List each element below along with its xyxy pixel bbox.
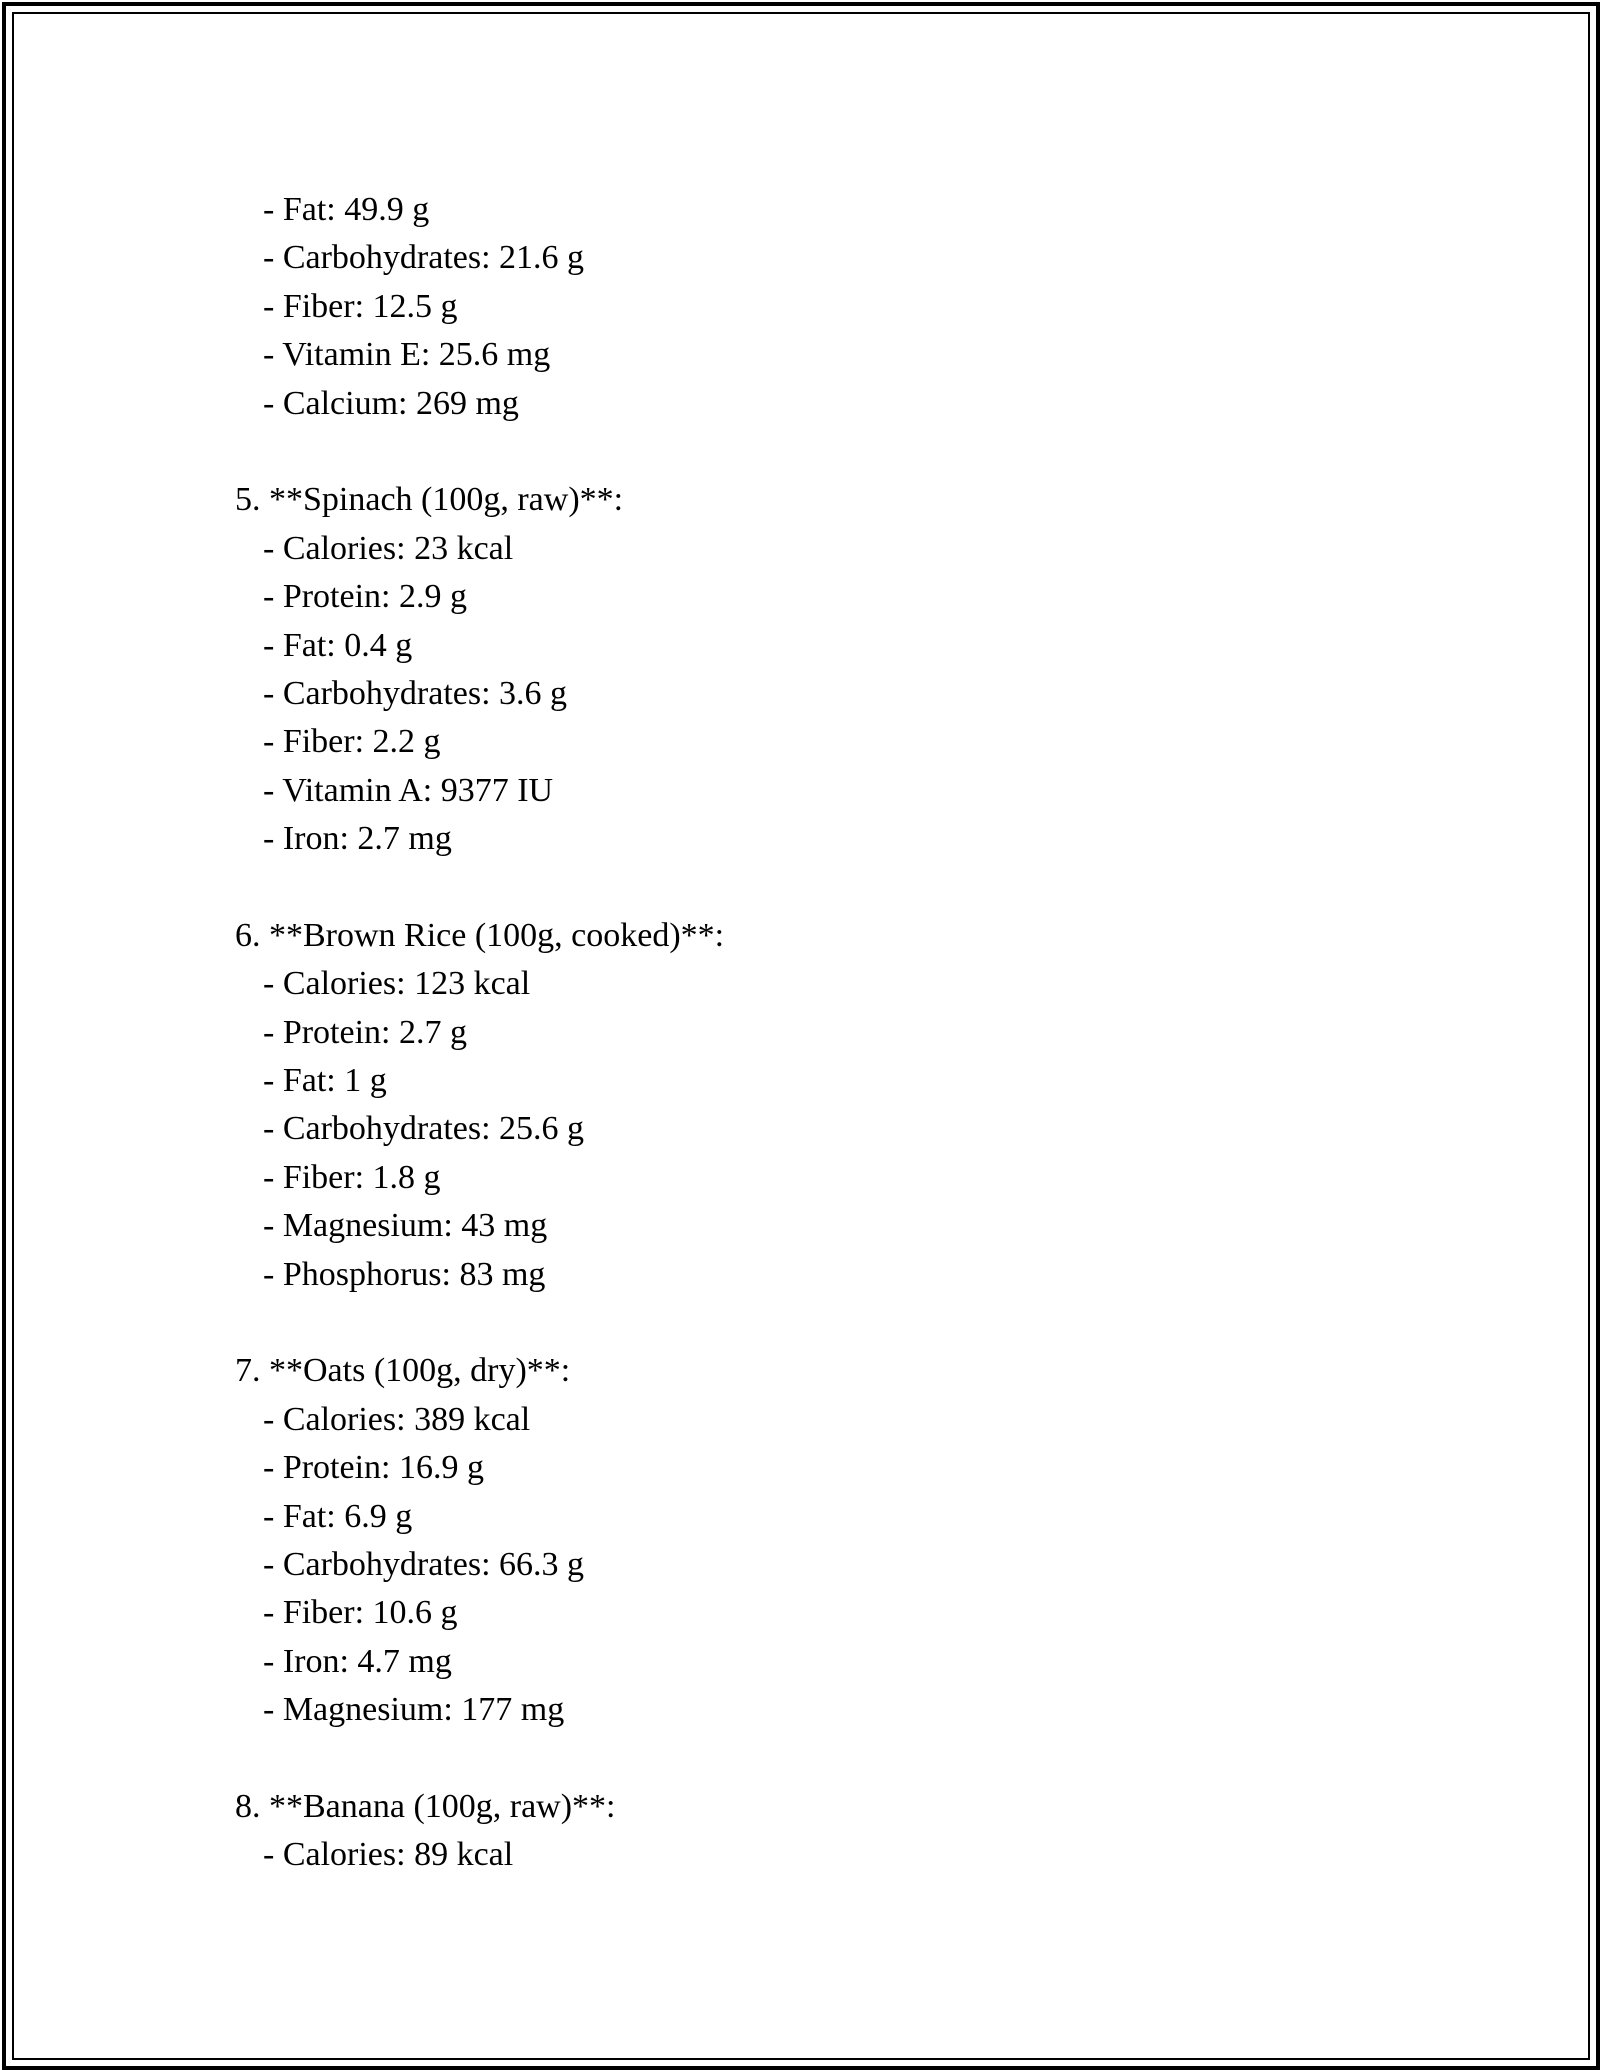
spacer	[235, 428, 1435, 476]
section-brown-rice	[235, 912, 1435, 1299]
section-heading: 7. **Oats (100g, dry)**:	[235, 1352, 571, 1390]
list-item: - Calories: 23 kcal	[263, 529, 514, 567]
spacer	[235, 863, 1435, 911]
list-item: - Vitamin E: 25.6 mg	[263, 336, 551, 374]
list-item: - Calories: 89 kcal	[263, 1836, 514, 1874]
list-item: - Carbohydrates: 21.6 g	[263, 239, 585, 277]
list-item: - Fiber: 12.5 g	[263, 287, 458, 325]
list-item: - Fat: 6.9 g	[263, 1497, 413, 1535]
list-item: - Iron: 2.7 mg	[263, 820, 452, 858]
list-item: - Calories: 389 kcal	[263, 1400, 531, 1438]
spacer	[235, 1735, 1435, 1783]
list-item: - Magnesium: 177 mg	[263, 1691, 565, 1729]
list-item: - Protein: 16.9 g	[263, 1449, 484, 1487]
section-banana	[235, 1783, 1435, 1880]
list-item: - Fat: 0.4 g	[263, 626, 413, 664]
spacer	[235, 1299, 1435, 1347]
list-item: - Fiber: 1.8 g	[263, 1158, 441, 1196]
list-item: - Phosphorus: 83 mg	[263, 1255, 546, 1293]
section-heading: 5. **Spinach (100g, raw)**:	[235, 481, 624, 519]
list-item: - Fiber: 10.6 g	[263, 1594, 458, 1632]
section-oats	[235, 1347, 1435, 1734]
list-item: - Calcium: 269 mg	[263, 384, 519, 422]
list-item: - Iron: 4.7 mg	[263, 1642, 452, 1680]
list-item: - Fat: 49.9 g	[263, 191, 430, 228]
list-item: - Carbohydrates: 25.6 g	[263, 1110, 585, 1148]
list-item: - Fiber: 2.2 g	[263, 723, 441, 761]
list-item: - Vitamin A: 9377 IU	[263, 771, 554, 809]
list-item: - Calories: 123 kcal	[263, 965, 531, 1003]
section-heading: 6. **Brown Rice (100g, cooked)**:	[235, 916, 725, 954]
list-item: - Fat: 1 g	[263, 1062, 387, 1100]
list-item: - Carbohydrates: 66.3 g	[263, 1545, 585, 1583]
list-item: - Protein: 2.7 g	[263, 1013, 467, 1051]
list-item: - Protein: 2.9 g	[263, 578, 467, 616]
section-heading: 8. **Banana (100g, raw)**:	[235, 1787, 616, 1825]
document-body	[235, 186, 1435, 1880]
section-spinach	[235, 476, 1435, 863]
list-item: - Carbohydrates: 3.6 g	[263, 674, 568, 712]
list-item: - Magnesium: 43 mg	[263, 1207, 548, 1245]
continued-list	[235, 186, 1435, 428]
